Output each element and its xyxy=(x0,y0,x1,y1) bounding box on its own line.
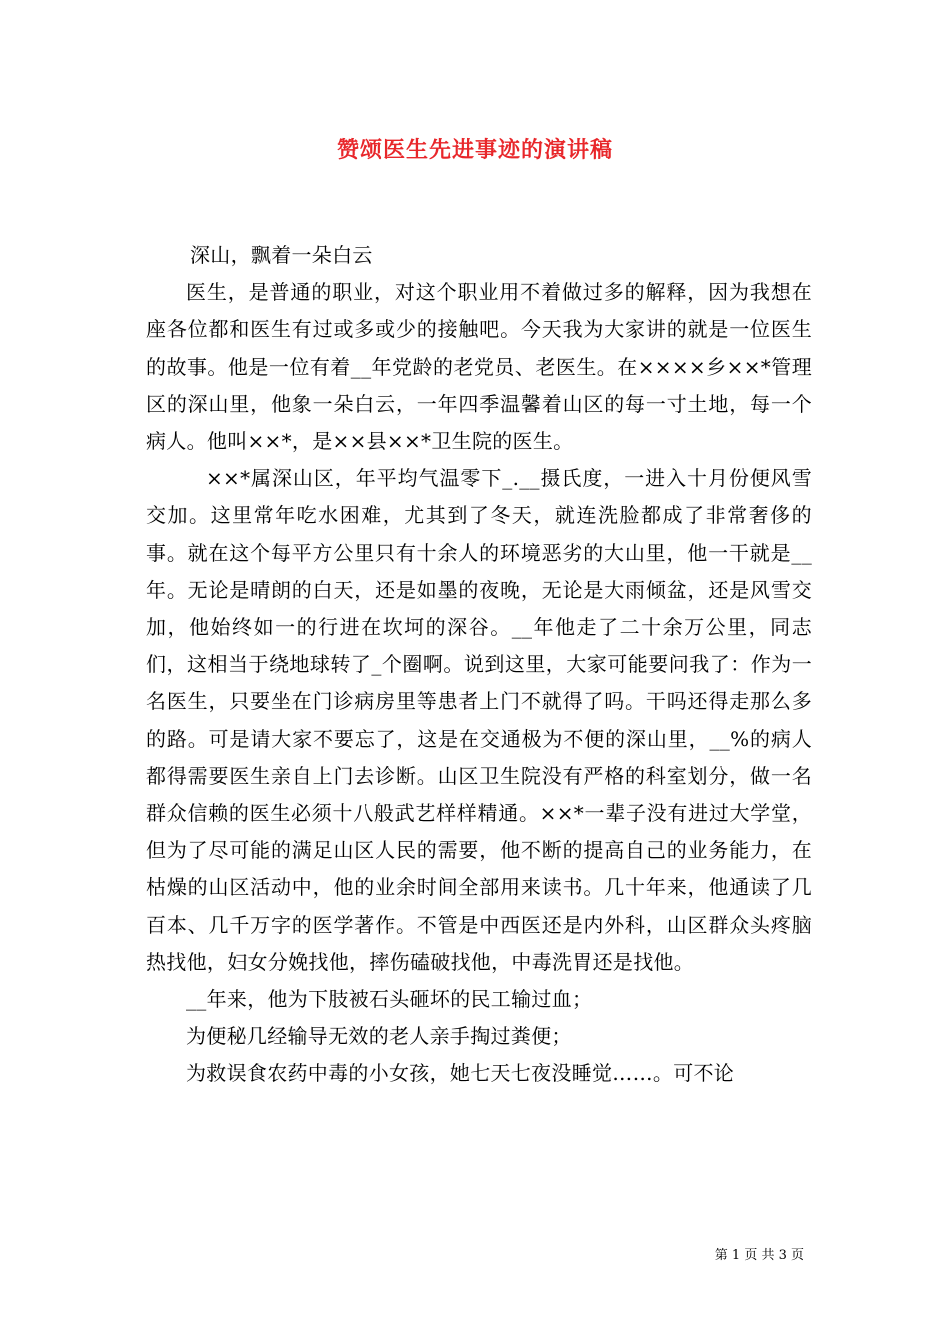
document-title: 赞颂医生先进事迹的演讲稿 xyxy=(336,137,613,163)
paragraph-subtitle: 深山，飘着一朵白云 xyxy=(190,243,373,267)
paragraph-deed-girl: 为救误食农药中毒的小女孩，她七天七夜没睡觉……。可不论 xyxy=(186,1061,735,1086)
document-body xyxy=(146,237,812,1093)
paragraph-deed-blood: __年来，他为下肢被石头砸坏的民工输过血； xyxy=(186,987,593,1012)
paragraph-deed-elderly: 为便秘几经输导无效的老人亲手掏过粪便； xyxy=(186,1024,572,1049)
paragraph-main: ××*属深山区，年平均气温零下_.__摄氏度，一进入十月份便风雪交加。这里常年吃水困难，尤其到了冬天，就连洗脸都成了非常奢侈的事。就在这个每平方公里只有十余人的环境恶劣的大山里，他一干就是__年。无论是晴朗的白天，还是如墨的夜晚，无论是大雨倾盆，还是风雪交加，他始终如一的行进在坎坷的深谷。__年他走了二十余万公里，同志们，这相当于绕地球转了_个圈啊。说到这里，大家可能要问我了：作为一名医生，只要坐在门诊病房里等患者上门不就得了吗。干吗还得走那么多的路。可是请大家不要忘了，这是在交通极为不便的深山里，__%的病人都得需要医生亲自上门去诊断。山区卫生院没有严格的科室划分，做一名群众信赖的医生必须十八般武艺样样精通。××*一辈子没有进过大学堂，但为了尽可能的满足山区人民的需要，他不断的提高自己的业务能力，在枯燥的山区活动中，他的业余时间全部用来读书。几十年来，他通读了几百本、几千万字的医学著作。不管是中西医还是内外科，山区群众头疼脑热找他，妇女分娩找他，摔伤磕破找他，中毒洗胃还是找他。 xyxy=(146,466,812,974)
paragraph-intro: 医生，是普通的职业，对这个职业用不着做过多的解释，因为我想在座各位都和医生有过或多或少的接触吧。今天我为大家讲的就是一位医生的故事。他是一位有着__年党龄的老党员、老医生。在××××乡××*管理区的深山里，他象一朵白云，一年四季温馨着山区的每一寸土地，每一个病人。他叫××*，是××县××*卫生院的医生。 xyxy=(146,280,812,454)
page-number: 第 1 页 共 3 页 xyxy=(714,1248,804,1263)
